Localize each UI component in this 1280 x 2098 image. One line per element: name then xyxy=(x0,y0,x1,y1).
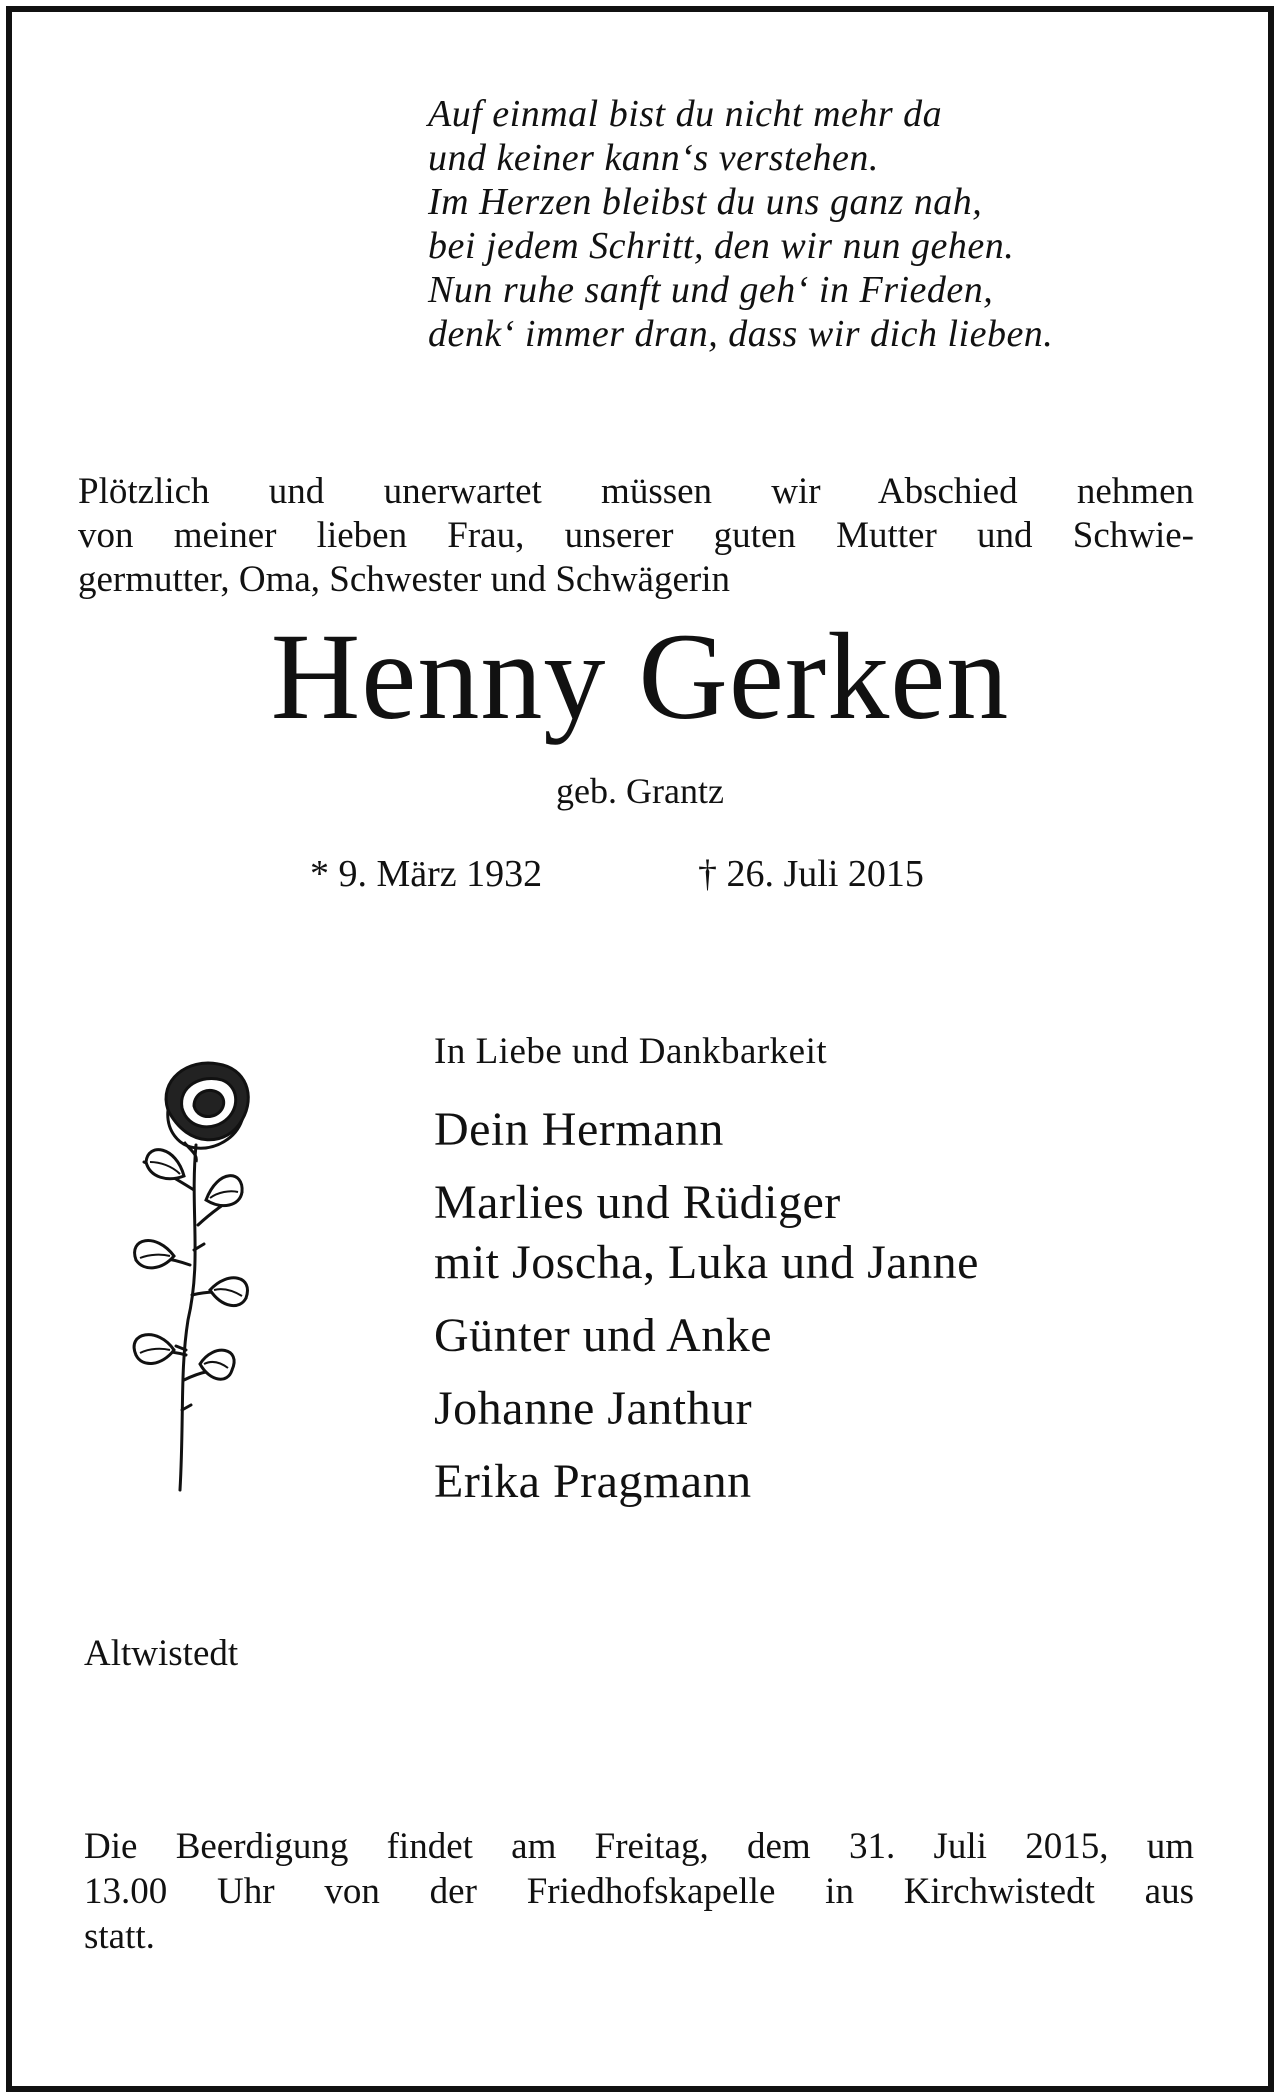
mourner-line: Erika Pragmann xyxy=(434,1455,752,1508)
mourner-line: Marlies und Rüdiger xyxy=(434,1176,841,1229)
poem-line: denk‘ immer dran, dass wir dich lieben. xyxy=(428,313,1054,355)
poem-line: Auf einmal bist du nicht mehr da xyxy=(428,93,943,135)
funeral-details xyxy=(84,1824,1194,1959)
funeral-line: Die Beerdigung findet am Freitag, dem 31. Juli 2015, um xyxy=(84,1826,1194,1867)
mourner-line: mit Joscha, Luka und Janne xyxy=(434,1236,979,1289)
poem-line: Nun ruhe sanft und geh‘ in Frieden, xyxy=(428,269,994,311)
poem-line: Im Herzen bleibst du uns ganz nah, xyxy=(428,181,983,223)
funeral-line: statt. xyxy=(84,1916,155,1957)
mourner-entry xyxy=(434,1452,979,1512)
announcement-line: germutter, Oma, Schwester und Schwägerin xyxy=(78,559,730,600)
announcement-line: von meiner lieben Frau, unserer guten Mutter und Schwie- xyxy=(78,515,1194,556)
announcement-text xyxy=(78,470,1194,602)
mourner-line: Johanne Janthur xyxy=(434,1382,753,1435)
place-name: Altwistedt xyxy=(84,1633,239,1674)
poem-line: und keiner kann‘s verstehen. xyxy=(428,137,879,179)
mourner-entry xyxy=(434,1306,979,1366)
maiden-name: geb. Grantz xyxy=(556,771,724,811)
deceased-name: Henny Gerken xyxy=(270,608,1010,745)
memorial-poem xyxy=(428,92,1053,356)
mourner-line: Günter und Anke xyxy=(434,1309,773,1362)
mourners-list xyxy=(434,1100,979,1525)
announcement-line: Plötzlich und unerwartet müssen wir Abschied nehmen xyxy=(78,471,1194,512)
birth-date: * 9. März 1932 xyxy=(310,853,543,895)
mourner-entry xyxy=(434,1379,979,1439)
poem-line: bei jedem Schritt, den wir nun gehen. xyxy=(428,225,1015,267)
death-date: † 26. Juli 2015 xyxy=(698,853,924,895)
thanks-line: In Liebe und Dankbarkeit xyxy=(434,1031,828,1072)
mourner-entry xyxy=(434,1173,979,1293)
funeral-line: 13.00 Uhr von der Friedhofskapelle in Kirchwistedt aus xyxy=(84,1871,1194,1912)
mourner-entry xyxy=(434,1100,979,1160)
mourner-line: Dein Hermann xyxy=(434,1103,724,1156)
rose-icon xyxy=(118,1050,278,1500)
